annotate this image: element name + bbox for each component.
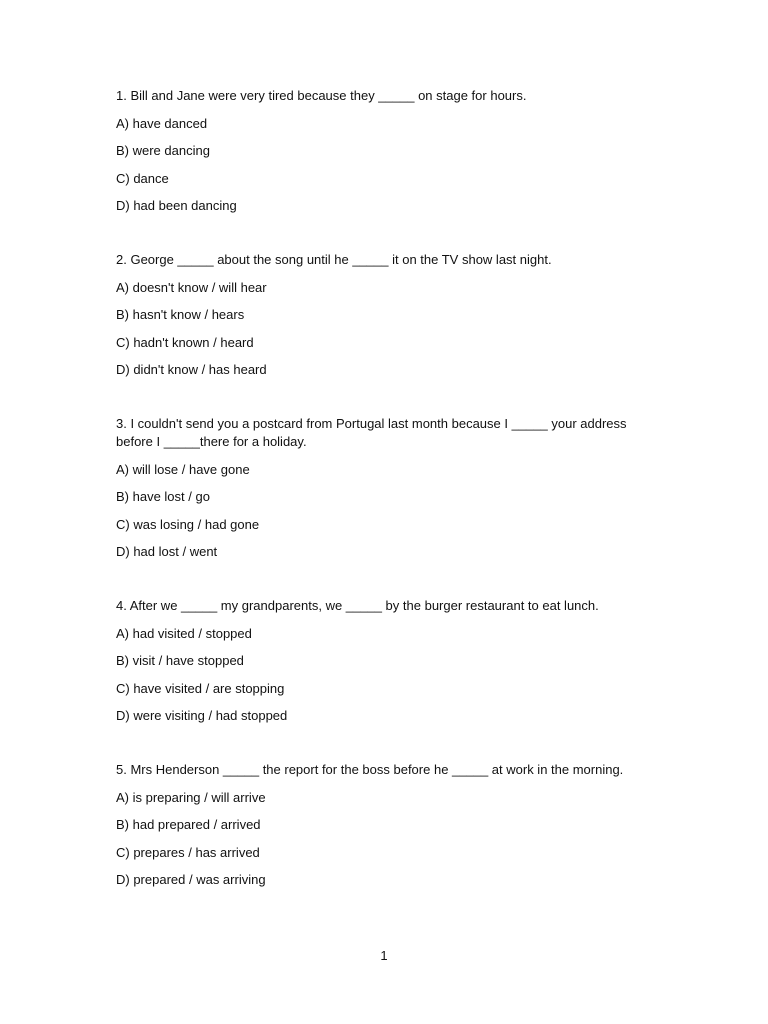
answer-options [116, 279, 646, 380]
answer-options [116, 789, 646, 890]
option-c: C) dance [116, 170, 169, 186]
option-c: C) hadn't known / heard [116, 334, 254, 350]
option-b: B) visit / have stopped [116, 653, 244, 668]
option-c: C) have visited / are stopping [116, 680, 285, 696]
question-5 [116, 761, 646, 889]
question-stem: 5. Mrs Henderson _____ the report for the boss before he _____ at work in the morning. [116, 762, 624, 777]
option-d: D) had lost / went [116, 544, 218, 559]
option-b: B) had prepared / arrived [116, 817, 261, 832]
question-stem: 2. George _____ about the song until he _____ it on the TV show last night. [116, 252, 552, 267]
option-b: B) were dancing [116, 143, 210, 158]
answer-options [116, 115, 646, 216]
question-1 [116, 87, 646, 215]
option-d: D) were visiting / had stopped [116, 708, 288, 723]
option-c: C) was losing / had gone [116, 516, 260, 532]
question-2 [116, 251, 646, 379]
option-d: D) prepared / was arriving [116, 872, 266, 887]
question-stem: 3. I couldn't send you a postcard from Portugal last month because I _____ your address before I _____there for a holiday. [116, 416, 627, 449]
option-b: B) hasn't know / hears [116, 307, 245, 322]
page-number: 1 [380, 948, 388, 963]
option-c: C) prepares / has arrived [116, 844, 260, 860]
answer-options [116, 461, 646, 562]
answer-options [116, 625, 646, 726]
option-a: A) had visited / stopped [116, 625, 252, 641]
option-a: A) doesn't know / will hear [116, 279, 267, 295]
option-a: A) will lose / have gone [116, 461, 250, 477]
question-4 [116, 597, 646, 725]
question-stem: 1. Bill and Jane were very tired because they _____ on stage for hours. [116, 88, 527, 103]
option-d: D) didn't know / has heard [116, 362, 267, 377]
option-b: B) have lost / go [116, 489, 210, 504]
option-a: A) have danced [116, 115, 208, 131]
question-stem: 4. After we _____ my grandparents, we _____ by the burger restaurant to eat lunch. [116, 598, 599, 613]
option-a: A) is preparing / will arrive [116, 789, 266, 805]
question-3 [116, 415, 646, 561]
option-d: D) had been dancing [116, 198, 237, 213]
